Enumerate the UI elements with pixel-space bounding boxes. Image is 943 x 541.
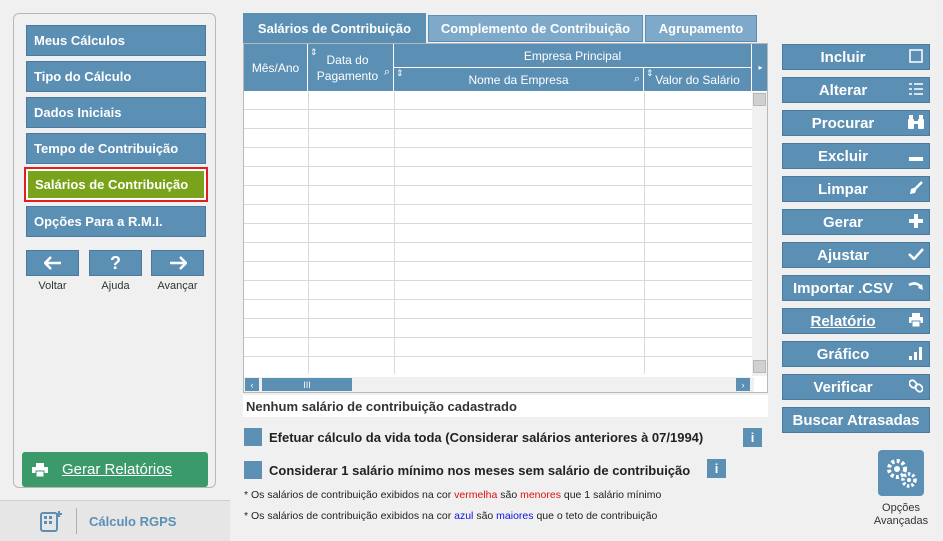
column-header-payment-date[interactable]: ⇕ Data do Pagamento ⌕ [308, 44, 394, 92]
sidebar-item-opcoes-rmi[interactable]: Opções Para a R.M.I. [26, 206, 206, 237]
generate-reports-label: Gerar Relatórios [62, 461, 173, 478]
sidebar-item-tipo-calculo[interactable]: Tipo do Cálculo [26, 61, 206, 92]
column-header-company-name[interactable]: ⇕ Nome da Empresa ⌕ [394, 68, 644, 92]
sidebar-item-tempo-contribuicao[interactable]: Tempo de Contribuição [26, 133, 206, 164]
sidebar-item-meus-calculos[interactable]: Meus Cálculos [26, 25, 206, 56]
grid-line [244, 128, 754, 129]
grid-line [308, 92, 309, 374]
column-header-salary-value[interactable]: ⇕ Valor do Salário [644, 68, 752, 92]
chevron-right-icon: ▸ [758, 63, 763, 72]
scroll-left-button[interactable]: ‹ [245, 378, 259, 391]
generate-reports-button[interactable] [22, 452, 208, 487]
whole-life-label[interactable]: Efetuar cálculo da vida toda (Considerar salários anteriores à 07/1994) [269, 430, 704, 445]
whole-life-info-button[interactable] [743, 428, 762, 447]
note-above-ceiling: * Os salários de contribuição exibidos na cor azul são maiores que o teto de contribuição [244, 510, 658, 522]
bar-chart-icon [903, 346, 929, 363]
grid-line [244, 109, 754, 110]
info-icon: i [750, 430, 755, 445]
calculator-icon [38, 508, 64, 534]
grid-line [244, 242, 754, 243]
include-button[interactable]: Incluir [782, 44, 930, 70]
printer-icon [32, 463, 48, 477]
column-group-header-empresa: Empresa Principal [394, 44, 752, 68]
grid-line [244, 185, 754, 186]
sort-icon: ⇕ [396, 68, 404, 78]
search-icon[interactable]: ⌕ [383, 66, 390, 78]
help-button[interactable] [89, 250, 142, 276]
grid-line [244, 223, 754, 224]
app-name: Cálculo RGPS [89, 513, 177, 529]
search-button[interactable]: Procurar [782, 110, 930, 136]
gears-icon [883, 455, 919, 491]
sort-icon: ⇕ [646, 68, 654, 78]
scroll-right-button[interactable]: › [736, 378, 750, 391]
verify-button[interactable]: Verificar [782, 374, 930, 400]
scroll-up-button[interactable] [753, 93, 766, 106]
footer-separator [76, 508, 77, 534]
chart-button[interactable]: Gráfico [782, 341, 930, 367]
scroll-thumb[interactable]: III [262, 378, 352, 391]
link-icon [903, 379, 929, 396]
tab-agrupamento[interactable]: Agrupamento [645, 15, 757, 42]
arrow-right-icon [169, 256, 187, 270]
forward-label: Avançar [157, 280, 198, 292]
generate-button[interactable]: Gerar [782, 209, 930, 235]
brush-icon [903, 181, 929, 198]
minus-icon [903, 148, 929, 164]
find-late-button[interactable]: Buscar Atrasadas [782, 407, 930, 433]
column-header-month-year[interactable]: Mês/Ano [244, 44, 308, 92]
question-icon: ? [110, 252, 121, 273]
square-icon [903, 49, 929, 66]
min-salary-info-button[interactable] [707, 459, 726, 478]
navigation-panel [13, 13, 216, 488]
report-button[interactable]: Relatório [782, 308, 930, 334]
grid-line [244, 356, 754, 357]
info-icon: i [714, 461, 719, 476]
advanced-options-button[interactable] [878, 450, 924, 496]
whole-life-checkbox[interactable] [244, 428, 262, 446]
grid-line [644, 92, 645, 374]
grid-line [394, 92, 395, 374]
grid-line [244, 299, 754, 300]
edit-button[interactable]: Alterar [782, 77, 930, 103]
delete-button[interactable]: Excluir [782, 143, 930, 169]
help-label: Ajuda [101, 280, 130, 292]
note-below-minimum: * Os salários de contribuição exibidos na cor vermelha são menores que 1 salário mínimo [244, 489, 662, 501]
horizontal-scrollbar[interactable] [244, 377, 754, 392]
back-button[interactable] [26, 250, 79, 276]
tab-complemento-contribuicao[interactable]: Complemento de Contribuição [428, 15, 643, 42]
grid-line [244, 261, 754, 262]
forward-button[interactable] [151, 250, 204, 276]
scroll-down-button[interactable] [753, 360, 766, 373]
adjust-button[interactable]: Ajustar [782, 242, 930, 268]
grid-line [244, 147, 754, 148]
min-salary-label[interactable]: Considerar 1 salário mínimo nos meses sem salário de contribuição [269, 463, 691, 478]
sidebar-item-salarios-contribuicao[interactable]: Salários de Contribuição [26, 169, 206, 200]
sort-icon: ⇕ [310, 47, 318, 57]
column-overflow-indicator[interactable] [752, 44, 768, 92]
search-icon[interactable]: ⌕ [633, 73, 640, 85]
min-salary-checkbox[interactable] [244, 461, 262, 479]
printer-icon [903, 313, 929, 330]
back-label: Voltar [38, 280, 67, 292]
list-edit-icon [903, 82, 929, 98]
empty-table-message: Nenhum salário de contribuição cadastrado [243, 395, 768, 417]
check-icon [903, 247, 929, 263]
grid-line [244, 318, 754, 319]
vertical-scrollbar[interactable] [752, 92, 767, 376]
arrow-left-icon [44, 256, 62, 270]
grid-line [244, 280, 754, 281]
grid-line [244, 166, 754, 167]
salary-table[interactable] [243, 43, 768, 393]
app-footer [0, 500, 230, 541]
clear-button[interactable]: Limpar [782, 176, 930, 202]
redo-arrow-icon [903, 280, 929, 296]
grid-line [244, 204, 754, 205]
import-csv-button[interactable]: Importar .CSV [782, 275, 930, 301]
advanced-options-label: Opções Avançadas [873, 502, 929, 527]
sidebar-item-dados-iniciais[interactable]: Dados Iniciais [26, 97, 206, 128]
grid-line [244, 337, 754, 338]
plus-icon [903, 214, 929, 231]
tab-salarios-contribuicao[interactable]: Salários de Contribuição [243, 13, 426, 43]
binoculars-icon [903, 115, 929, 132]
